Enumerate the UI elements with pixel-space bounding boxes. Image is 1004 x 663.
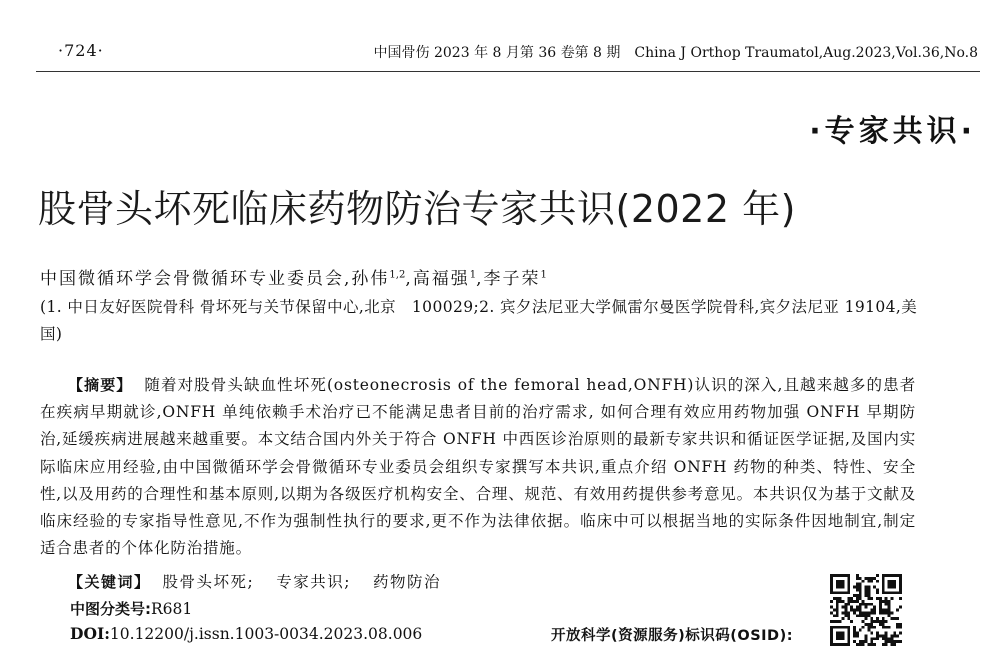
clc-number	[70, 598, 192, 619]
clc-value: R681	[151, 600, 193, 618]
clc-label: 中图分类号:	[70, 600, 151, 618]
affiliation: (1. 中日友好医院骨科 骨坏死与关节保留中心,北京 100029;2. 宾夕法尼亚大学佩雷尔曼医学院骨科,宾夕法尼亚 19104,美国)	[40, 298, 918, 343]
qr-code-icon[interactable]	[830, 574, 902, 646]
keywords	[40, 570, 441, 592]
journal-citation-line: 中国骨伤 2023 年 8 月第 36 卷第 8 期 China J Orthop Traumatol,Aug.2023,Vol.36,No.8	[373, 45, 978, 61]
keywords-label: 【关键词】	[68, 573, 151, 591]
osid-label: 开放科学(资源服务)标识码(OSID):	[551, 628, 794, 644]
page-number: ·724·	[58, 41, 104, 60]
author: 高福强$^1$,	[412, 269, 484, 289]
keyword: 股骨头坏死;	[162, 573, 255, 591]
keyword: 专家共识;	[276, 573, 351, 591]
doi-label: DOI:	[70, 624, 110, 643]
abstract-label: 【摘要】	[68, 376, 133, 394]
doi-value[interactable]: 10.12200/j.issn.1003-0034.2023.08.006	[109, 625, 423, 643]
abstract-text: 随着对股骨头缺血性坏死(osteonecrosis of the femoral head,ONFH)认识的深入,且越来越多的患者在疾病早期就诊,ONFH 单纯依赖手术治疗已不能满足患者目前的治疗需求, 如何合理有效应用药物加强 ONFH 早期防治,延缓疾病进展越来越重要。本文结合国内外关于符合 ONFH 中西医诊治原则的最新专家共识和循证医学证据,及国内实际临床应用经验,由中国微循环学会骨微循环专业委员会组织专家撰写本共识,重点介绍 ONFH 药物的种类、特性、安全性,以及用药的合理性和基本原则,以期为各级医疗机构安全、合理、规范、有效用药提供参考意见。本共识仅为基于文献及临床经验的专家指导性意见,不作为强制性执行的要求,更不作为法律依据。临床中可以根据当地的实际条件因地制宜,制定适合患者的个体化防治措施。	[40, 376, 916, 558]
article-title: 股骨头坏死临床药物防治专家共识(2022 年)	[38, 187, 796, 231]
header-rule	[36, 71, 980, 72]
abstract	[40, 372, 916, 562]
keyword: 药物防治	[372, 573, 441, 591]
doi	[70, 624, 422, 643]
running-header	[0, 41, 1004, 65]
author-group: 中国微循环学会骨微循环专业委员会,	[40, 269, 352, 289]
author: 李子荣$^1$	[483, 269, 547, 289]
author-line	[40, 264, 547, 289]
author: 孙伟$^{1,2}$,	[351, 269, 413, 289]
section-label: ·专家共识·	[809, 114, 976, 149]
